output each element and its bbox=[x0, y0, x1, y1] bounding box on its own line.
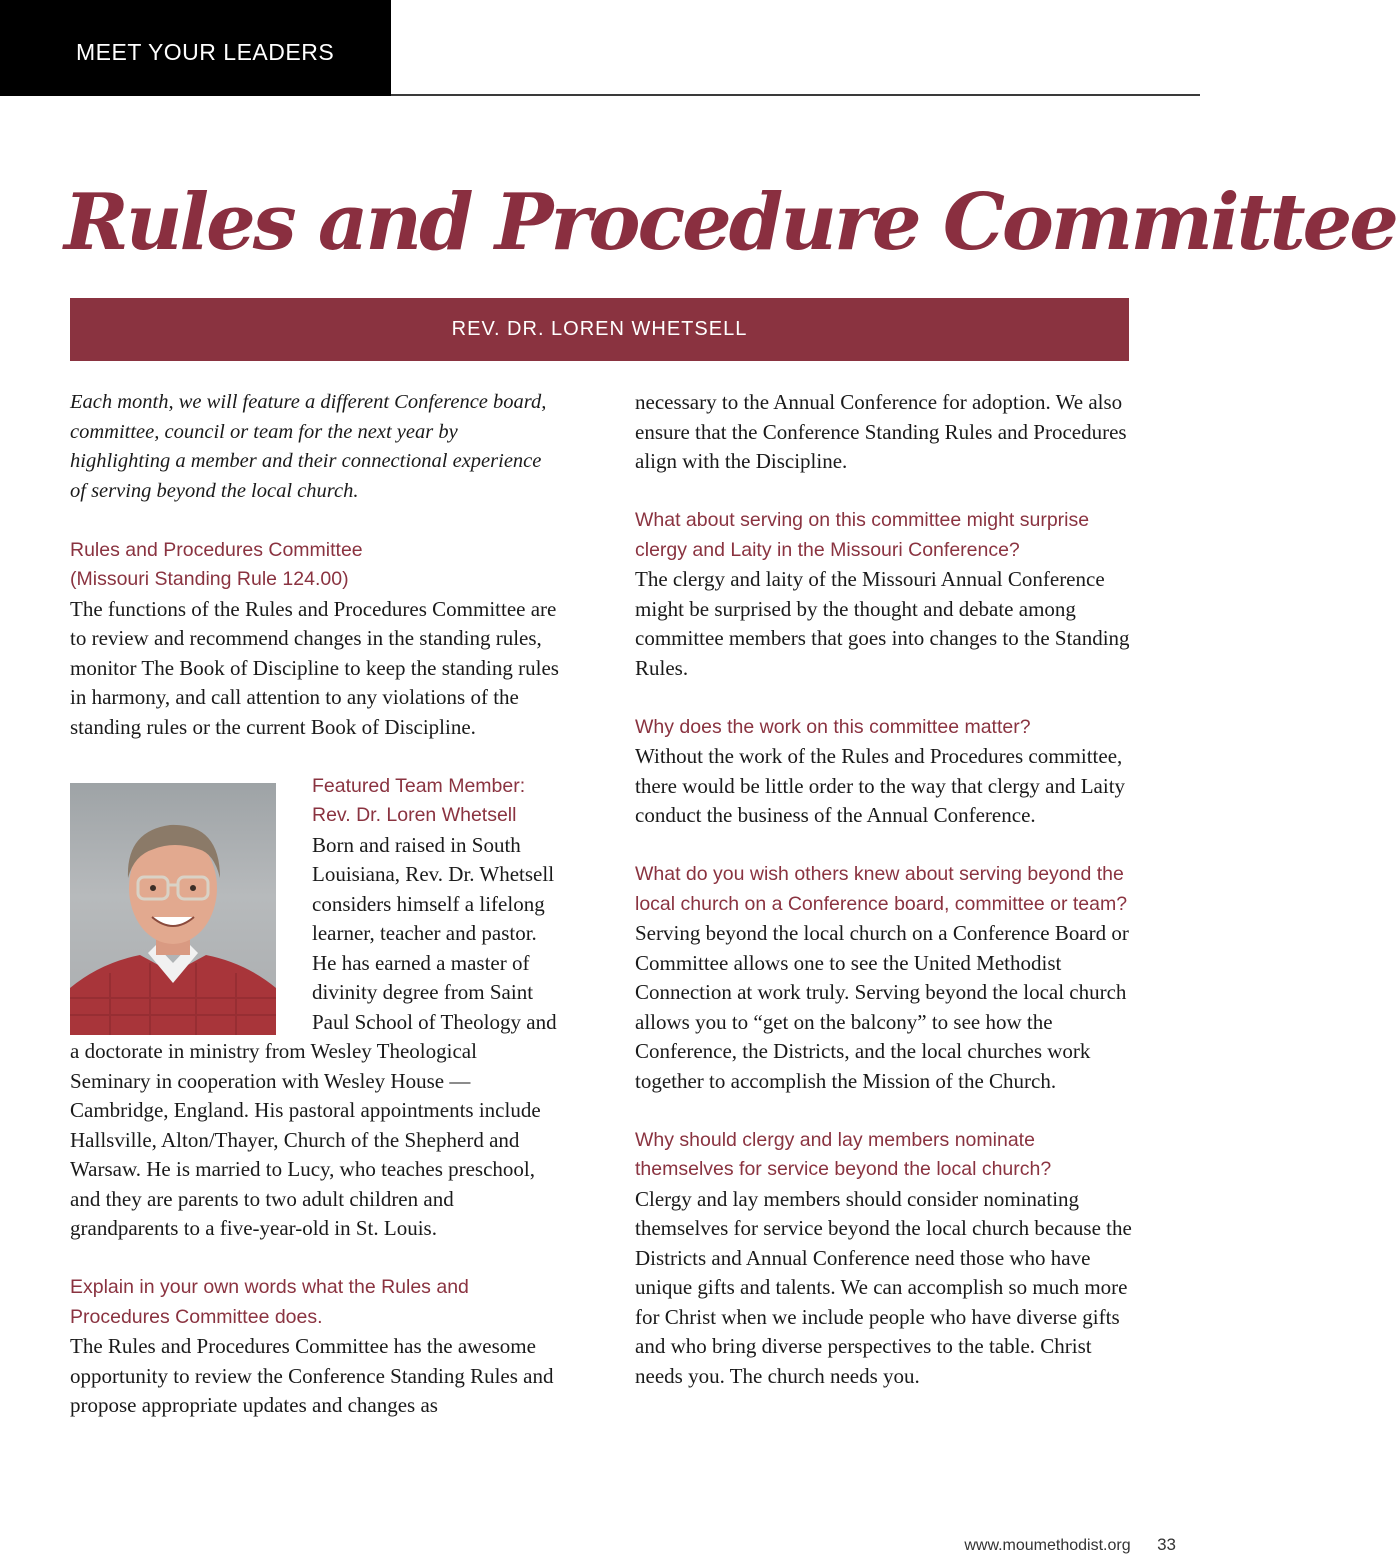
portrait-illustration bbox=[70, 783, 276, 1035]
question-3-section bbox=[635, 713, 1135, 831]
right-column bbox=[635, 388, 1135, 1391]
question-3-body: Without the work of the Rules and Procedures committee, there would be little order to the way that clergy and Laity conduct the business of the Annual Conference. bbox=[635, 744, 1126, 827]
portrait-photo bbox=[70, 783, 276, 1035]
committee-section bbox=[70, 536, 562, 743]
website-link[interactable]: www.moumethodist.org bbox=[964, 1537, 1131, 1554]
committee-heading-2: (Missouri Standing Rule 124.00) bbox=[70, 568, 349, 590]
section-label: MEET YOUR LEADERS bbox=[76, 39, 335, 65]
question-4-heading: What do you wish others knew about serving beyond the local church on a Conference board, committee or team? bbox=[635, 863, 1128, 915]
question-4-body: Serving beyond the local church on a Conference Board or Committee allows one to see the United Methodist Connection at work truly. Serving beyond the local church allows you to “get on the balcony” to see how the Conference, the Districts, and the local churches work together to accomplish the Mission of the Church. bbox=[635, 921, 1129, 1093]
question-2-body: The clergy and laity of the Missouri Annual Conference might be surprised by the thought and debate among committee members that goes into changes to the Standing Rules. bbox=[635, 567, 1130, 680]
featured-heading-2: Rev. Dr. Loren Whetsell bbox=[312, 804, 517, 826]
question-5-section bbox=[635, 1126, 1135, 1392]
featured-member-section bbox=[70, 772, 562, 1244]
question-3-heading: Why does the work on this committee matter? bbox=[635, 715, 1031, 738]
question-2-heading: What about serving on this committee might surprise clergy and Laity in the Missouri Conference? bbox=[635, 509, 1090, 561]
question-4-section bbox=[635, 860, 1135, 1096]
question-1-heading: Explain in your own words what the Rules and Procedures Committee does. bbox=[70, 1276, 469, 1328]
section-label-tab bbox=[0, 0, 391, 96]
committee-heading-1: Rules and Procedures Committee bbox=[70, 538, 363, 561]
page-footer bbox=[964, 1535, 1176, 1559]
left-column bbox=[70, 388, 562, 1421]
question-5-body: Clergy and lay members should consider nominating themselves for service beyond the local church because the Districts and Annual Conference need those who have unique gifts and talents. We can accomplish so much more for Christ when we include people who have diverse gifts and who bring diverse perspectives to the table. Christ needs you. The church needs you. bbox=[635, 1186, 1132, 1388]
featured-heading-1: Featured Team Member: bbox=[312, 774, 526, 797]
question-5-heading: Why should clergy and lay members nominate themselves for service beyond the local church? bbox=[635, 1128, 1052, 1180]
header-rule bbox=[391, 94, 1200, 96]
question-1-body: The Rules and Procedures Committee has the awesome opportunity to review the Conference Standing Rules and propose appropriate updates and changes as bbox=[70, 1334, 554, 1417]
page-number: 33 bbox=[1157, 1535, 1176, 1554]
name-banner bbox=[70, 298, 1129, 361]
question-2-section bbox=[635, 506, 1135, 683]
question-1-continued: necessary to the Annual Conference for adoption. We also ensure that the Conference Standing Rules and Procedures align with the Discipline. bbox=[635, 390, 1127, 473]
banner-name: REV. DR. LOREN WHETSELL bbox=[451, 318, 748, 340]
committee-body: The functions of the Rules and Procedures Committee are to review and recommend changes in the standing rules, monitor The Book of Discipline to keep the standing rules in harmony, and call attention to any violations of the standing rules or the current Book of Discipline. bbox=[70, 596, 559, 739]
intro-paragraph: Each month, we will feature a different Conference board, committee, council or team for the next year by highlighting a member and their connectional experience of serving beyond the local church. bbox=[70, 391, 547, 502]
page-title: Rules and Procedure Committee bbox=[64, 177, 1396, 268]
featured-body: Born and raised in South Louisiana, Rev. Dr. Whetsell considers himself a lifelong learner, teacher and pastor. He has earned a master of divinity degree from Saint Paul School of Theology and a doctorate in ministry from Wesley Theological Seminary in cooperation with Wesley House — Cambridge, England. His pastoral appointments include Hallsville, Alton/Thayer, Church of the Shepherd and Warsaw. He is married to Lucy, who teaches preschool, and they are parents to two adult children and grandparents to a five-year-old in St. Louis. bbox=[70, 832, 557, 1240]
question-1-section bbox=[70, 1273, 562, 1421]
